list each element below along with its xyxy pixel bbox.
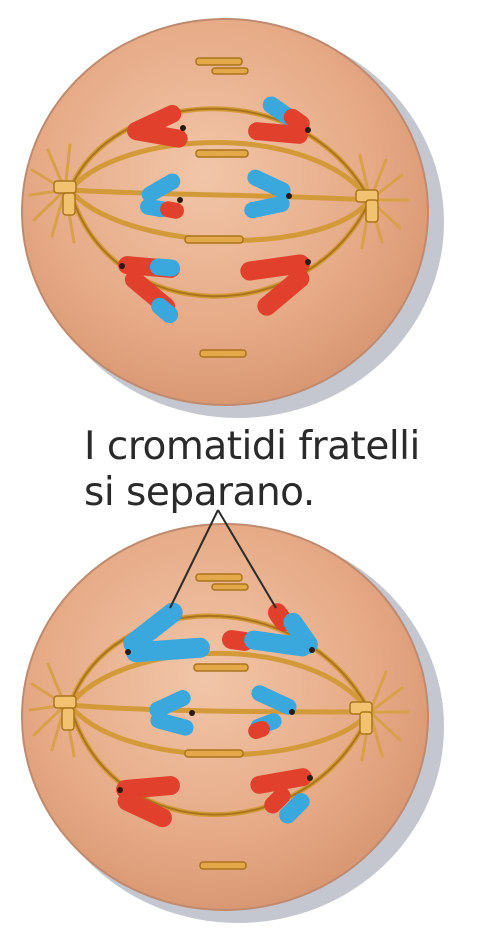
caption-line-1: I cromatidi fratelli xyxy=(84,424,420,469)
anaphase-cell xyxy=(22,524,444,923)
caption xyxy=(84,424,420,516)
metaphase-cell xyxy=(22,19,444,418)
caption-line-2: si separano. xyxy=(84,470,315,515)
